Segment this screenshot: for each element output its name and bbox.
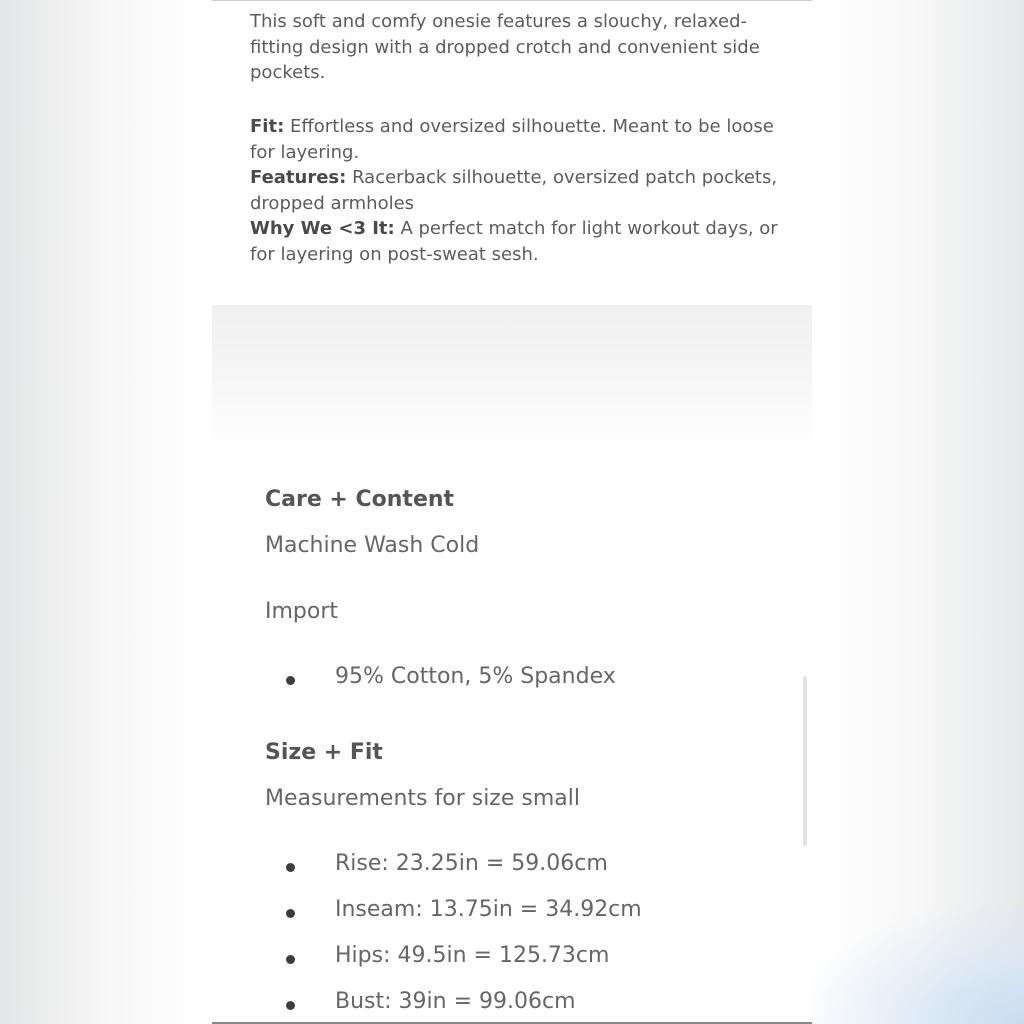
product-specs [250, 114, 795, 267]
spec-why-text: A perfect match for light workout days, or for layering on post-sweat sesh. [250, 218, 778, 265]
phone-screen [212, 0, 812, 1024]
product-description: This soft and comfy onesie features a slouchy, relaxed-fitting design with a dropped crotch and convenient side pockets. [250, 11, 760, 83]
list-item [286, 989, 786, 1019]
measurement-bust: Bust: 39in = 99.06cm [335, 989, 576, 1014]
care-wash-text: Machine Wash Cold [265, 533, 480, 558]
list-item [286, 851, 786, 881]
spec-why-label: Why We <3 It: [250, 218, 395, 239]
section-gap [212, 305, 812, 455]
list-item [286, 897, 786, 927]
list-item [286, 943, 786, 973]
spec-fit-text: Effortless and oversized silhouette. Meant to be loose for layering. [250, 116, 774, 163]
spec-fit-label: Fit: [250, 116, 285, 137]
spec-why [250, 216, 795, 267]
care-content-heading: Care + Content [265, 487, 455, 512]
product-description-card [212, 1, 812, 305]
size-fit-heading: Size + Fit [265, 740, 383, 765]
care-origin-text: Import [265, 599, 339, 624]
spec-fit [250, 114, 795, 165]
bullet-icon [286, 863, 295, 872]
bullet-icon [286, 1001, 295, 1010]
measurement-inseam: Inseam: 13.75in = 34.92cm [335, 897, 642, 922]
spec-features [250, 165, 795, 216]
spec-features-text: Racerback silhouette, oversized patch pockets, dropped armholes [250, 167, 778, 214]
scrollbar[interactable] [803, 676, 807, 846]
background-glow [804, 904, 1024, 1024]
measurement-hips: Hips: 49.5in = 125.73cm [335, 943, 610, 968]
list-item [286, 664, 786, 694]
bullet-icon [286, 909, 295, 918]
size-fit-subtitle: Measurements for size small [265, 786, 580, 811]
measurement-rise: Rise: 23.25in = 59.06cm [335, 851, 608, 876]
material-text: 95% Cotton, 5% Spandex [335, 664, 616, 689]
spec-features-label: Features: [250, 167, 347, 188]
bullet-icon [286, 676, 295, 685]
bullet-icon [286, 955, 295, 964]
